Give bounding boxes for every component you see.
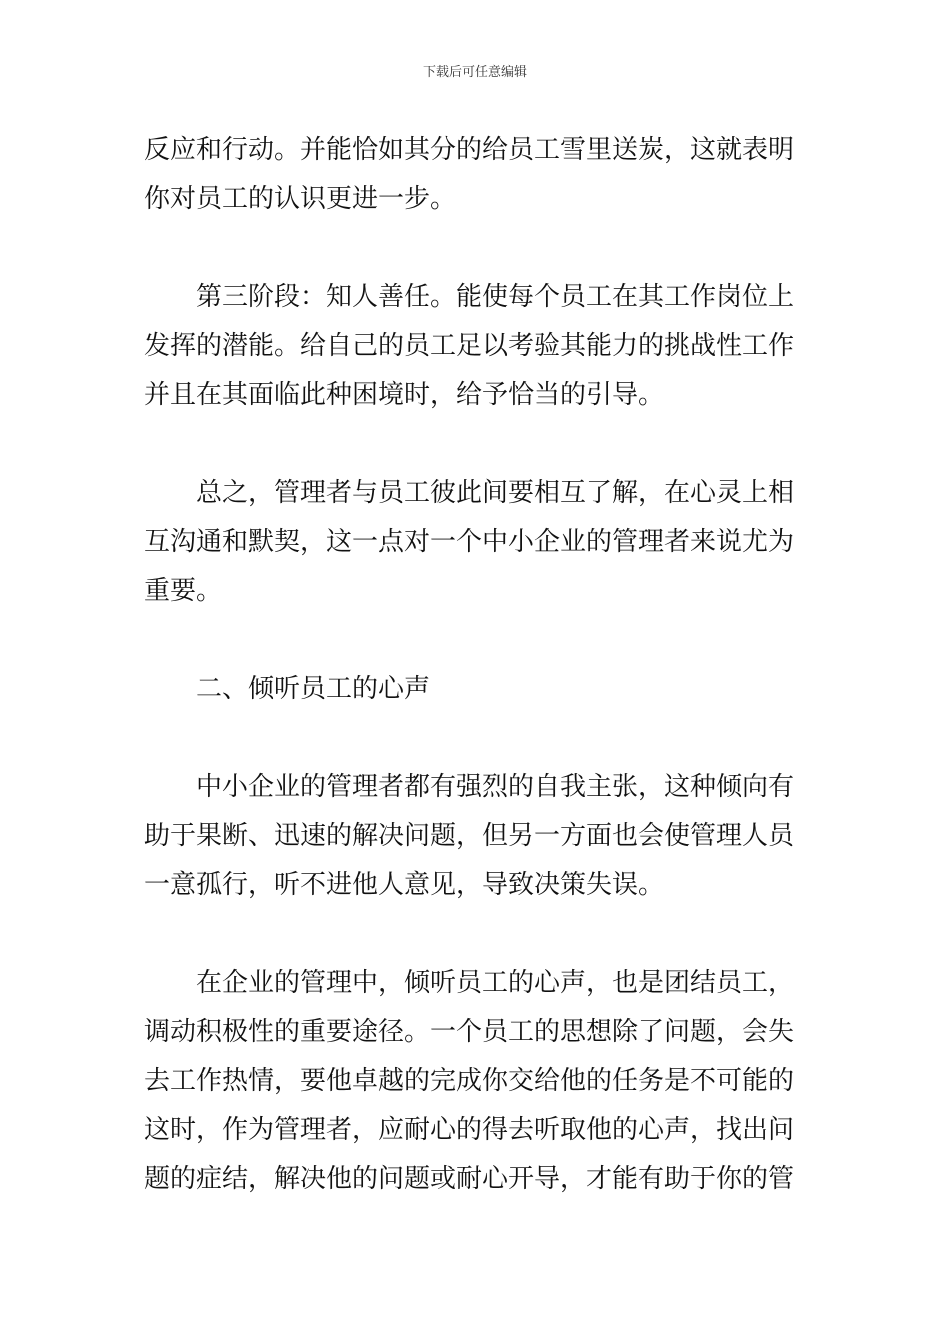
paragraph [144, 763, 810, 910]
page-header-note: 下载后可任意编辑 [422, 65, 527, 80]
paragraph [144, 273, 810, 420]
text-line: 反应和行动。并能恰如其分的给员工雪里送炭，这就表明 [144, 135, 795, 165]
text-line: 去工作热情，要他卓越的完成你交给他的任务是不可能的 [144, 1066, 795, 1096]
section-heading [144, 665, 810, 714]
paragraph-gap [144, 616, 810, 665]
text-line: 在企业的管理中，倾听员工的心声，也是团结员工， [196, 968, 795, 998]
paragraph [144, 126, 810, 224]
text-line: 互沟通和默契，这一点对一个中小企业的管理者来说尤为 [144, 527, 795, 557]
text-line: 重要。 [144, 576, 223, 606]
text-line: 中小企业的管理者都有强烈的自我主张，这种倾向有 [196, 772, 795, 802]
text-line: 二、倾听员工的心声 [196, 674, 431, 704]
paragraph [144, 959, 810, 1204]
text-line: 发挥的潜能。给自己的员工足以考验其能力的挑战性工作 [144, 331, 795, 361]
text-line: 总之，管理者与员工彼此间要相互了解，在心灵上相 [196, 478, 795, 508]
text-line: 一意孤行，听不进他人意见，导致决策失误。 [144, 870, 665, 900]
text-line: 调动积极性的重要途径。一个员工的思想除了问题，会失 [144, 1017, 795, 1047]
text-line: 你对员工的认识更进一步。 [144, 184, 457, 214]
text-line: 并且在其面临此种困境时，给予恰当的引导。 [144, 380, 665, 410]
document-body [144, 126, 810, 1204]
paragraph-gap [144, 224, 810, 273]
paragraph-gap [144, 714, 810, 763]
text-line: 题的症结，解决他的问题或耐心开导，才能有助于你的管 [144, 1164, 795, 1194]
text-line: 第三阶段：知人善任。能使每个员工在其工作岗位上 [196, 282, 795, 312]
paragraph [144, 469, 810, 616]
paragraph-gap [144, 910, 810, 959]
text-line: 助于果断、迅速的解决问题，但另一方面也会使管理人员 [144, 821, 795, 851]
text-line: 这时，作为管理者，应耐心的得去听取他的心声，找出问 [144, 1115, 795, 1145]
paragraph-gap [144, 420, 810, 469]
